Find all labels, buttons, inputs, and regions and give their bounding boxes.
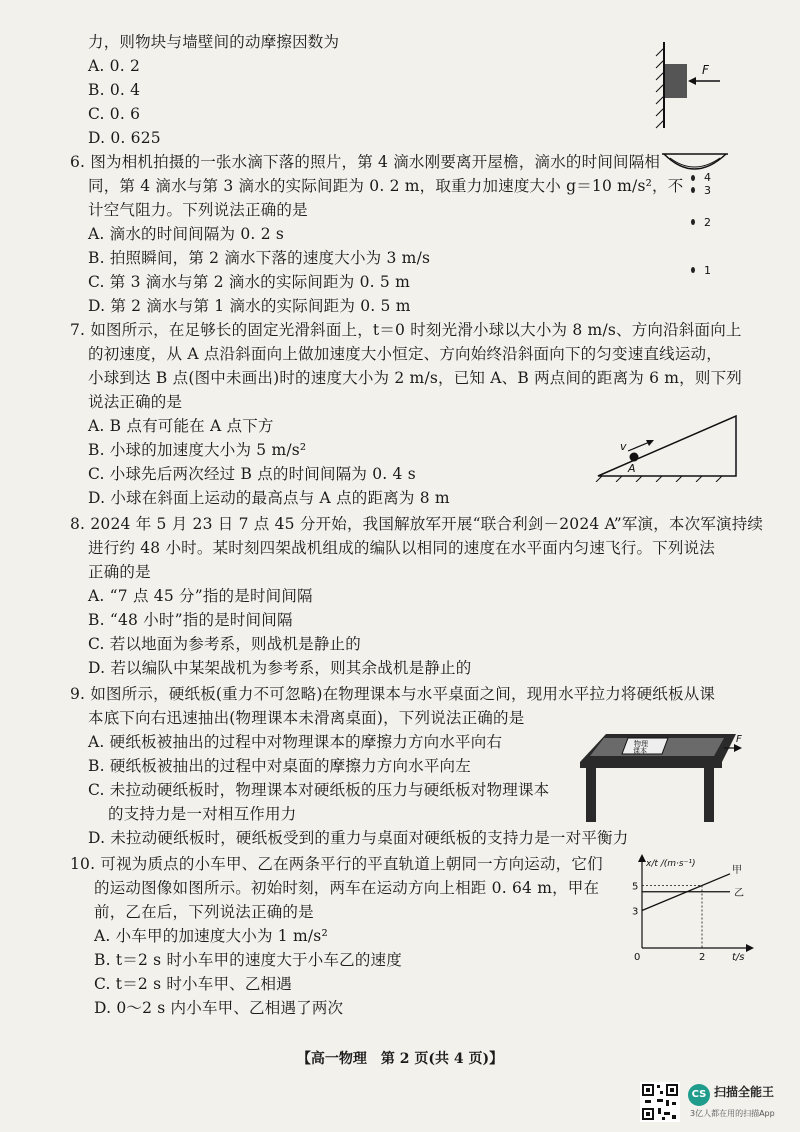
- q8-stem-3: 正确的是: [88, 563, 151, 581]
- q7-incline: [598, 416, 736, 476]
- q6-drop-3: [691, 187, 695, 193]
- q8-stem-2: 进行约 48 小时。某时刻四架战机组成的编队以相同的速度在水平面内匀速飞行。下列说法: [88, 539, 715, 557]
- q9-option-c-cont: 的支持力是一对相互作用力: [108, 805, 297, 823]
- q9-stem-1: 9. 如图所示，硬纸板(重力不可忽略)在物理课本与水平桌面之间，现用水平拉力将硬纸板从课: [70, 685, 716, 703]
- q5-wall-block-figure: [650, 40, 730, 130]
- q6-water-drops-figure: [660, 148, 732, 280]
- q5-option-d: D. 0. 625: [88, 129, 161, 147]
- q7-option-d: D. 小球在斜面上运动的最高点与 A 点的距离为 8 m: [88, 489, 450, 507]
- q6-drop-2: [691, 219, 695, 225]
- q10-y-tick-5: 5: [632, 881, 639, 893]
- q9-table-leg-left: [586, 768, 596, 822]
- q7-stem-4: 说法正确的是: [88, 393, 183, 411]
- q9-option-d: D. 未拉动硬纸板时，硬纸板受到的重力与桌面对硬纸板的支持力是一对平衡力: [88, 829, 629, 847]
- q6-option-d: D. 第 2 滴水与第 1 滴水的实际间距为 0. 5 m: [88, 297, 411, 315]
- q9-force-label: F: [736, 734, 742, 745]
- q7-point-a-label: A: [628, 462, 636, 475]
- q10-y-tick-3: 3: [632, 906, 639, 918]
- q5-option-a: A. 0. 2: [88, 57, 141, 75]
- q7-ball: [630, 453, 639, 462]
- q9-option-c: C. 未拉动硬纸板时，物理课本对硬纸板的压力与硬纸板对物理课本: [88, 781, 550, 799]
- q10-option-b: B. t＝2 s 时小车甲的速度大于小车乙的速度: [94, 951, 402, 969]
- q7-option-b: B. 小球的加速度大小为 5 m/s²: [88, 441, 307, 459]
- q6-drop-1: [691, 267, 695, 273]
- q6-drop-1-label: 1: [704, 264, 711, 277]
- q6-stem-3: 计空气阻力。下列说法正确的是: [88, 201, 308, 219]
- q8-stem-1: 8. 2024 年 5 月 23 日 7 点 45 分开始，我国解放军开展“联合利剑－2024 A”军演，本次军演持续: [70, 515, 764, 533]
- q7-option-c: C. 小球先后两次经过 B 点的时间间隔为 0. 4 s: [88, 465, 416, 483]
- svg-text:课本: 课本: [633, 747, 647, 755]
- q10-origin-label: 0: [634, 952, 641, 963]
- q10-option-a: A. 小车甲的加速度大小为 1 m/s²: [94, 927, 328, 945]
- q6-option-c: C. 第 3 滴水与第 2 滴水的实际间距为 0. 5 m: [88, 273, 411, 291]
- qr-code-icon: [640, 1082, 680, 1122]
- q9-stem-2: 本底下向右迅速抽出(物理课本未滑离桌面)，下列说法正确的是: [88, 709, 525, 727]
- q5-force-label: F: [702, 63, 709, 77]
- q6-drop-2-label: 2: [704, 216, 711, 229]
- q6-option-a: A. 滴水的时间间隔为 0. 2 s: [88, 225, 285, 243]
- q5-option-b: B. 0. 4: [88, 81, 141, 99]
- q6-drop-4: [691, 175, 695, 181]
- q10-stem-2: 的运动图像如图所示。初始时刻，两车在运动方向上相距 0. 64 m，甲在: [94, 879, 600, 897]
- q10-option-c: C. t＝2 s 时小车甲、乙相遇: [94, 975, 292, 993]
- q8-option-b: B. “48 小时”指的是时间间隔: [88, 611, 293, 629]
- q8-option-c: C. 若以地面为参考系，则战机是静止的: [88, 635, 361, 653]
- q5-block: [665, 64, 687, 98]
- q6-option-b: B. 拍照瞬间，第 2 滴水下落的速度大小为 3 m/s: [88, 249, 431, 267]
- q10-y-label: x/t /(m·s⁻¹): [646, 859, 696, 869]
- q7-stem-3: 小球到达 B 点(图中未画出)时的速度大小为 2 m/s，已知 A、B 两点间的距离为 6 m，则下列: [88, 369, 742, 387]
- q5-tail: 力，则物块与墙壁间的动摩擦因数为: [88, 33, 340, 51]
- q7-velocity-label: v: [620, 440, 627, 453]
- q9-table-leg-right: [704, 768, 714, 822]
- q10-x-label: t/s: [732, 952, 745, 963]
- q6-stem-2: 同，第 4 滴水与第 3 滴水的实际间距为 0. 2 m，取重力加速度大小 g＝10 m/s²，不: [88, 177, 684, 195]
- q7-stem-1: 7. 如图所示，在足够长的固定光滑斜面上，t＝0 时刻光滑小球以大小为 8 m/s、方向沿斜面向上: [70, 321, 742, 339]
- q8-option-a: A. “7 点 45 分”指的是时间间隔: [88, 587, 313, 605]
- q6-stem-1: 6. 图为相机拍摄的一张水滴下落的照片，第 4 滴水刚要离开屋檐，滴水的时间间隔相: [70, 153, 661, 171]
- camscanner-name: 扫描全能王: [714, 1085, 775, 1099]
- q10-x-tick-2: 2: [699, 952, 706, 963]
- q7-incline-figure: [592, 410, 742, 482]
- q9-table-figure: [576, 724, 746, 824]
- page-footer: 【高一物理 第 2 页(共 4 页)】: [296, 1051, 504, 1067]
- q10-graph: [620, 852, 760, 964]
- camscanner-logo: CS: [688, 1084, 710, 1106]
- q10-option-d: D. 0～2 s 内小车甲、乙相遇了两次: [94, 999, 344, 1017]
- q10-stem-1: 10. 可视为质点的小车甲、乙在两条平行的平直轨道上朝同一方向运动，它们: [70, 855, 603, 873]
- q10-series-jia-label: 甲: [732, 864, 742, 876]
- q6-drop-3-label: 3: [704, 184, 711, 197]
- q6-drop-4-label: 4: [704, 171, 711, 184]
- q8-option-d: D. 若以编队中某架战机为参考系，则其余战机是静止的: [88, 659, 472, 677]
- q9-book-label: 物理: [634, 740, 648, 748]
- q10-series-yi-label: 乙: [734, 887, 744, 899]
- q7-stem-2: 的初速度，从 A 点沿斜面向上做加速度大小恒定、方向始终沿斜面向下的匀变速直线运动，: [88, 345, 722, 363]
- camscanner-subtitle: 3亿人都在用的扫描App: [690, 1109, 775, 1118]
- q9-option-b: B. 硬纸板被抽出的过程中对桌面的摩擦力方向水平向左: [88, 757, 471, 775]
- q5-option-c: C. 0. 6: [88, 105, 141, 123]
- q7-option-a: A. B 点有可能在 A 点下方: [88, 417, 274, 435]
- q10-stem-3: 前，乙在后，下列说法正确的是: [94, 903, 314, 921]
- q9-option-a: A. 硬纸板被抽出的过程中对物理课本的摩擦力方向水平向右: [88, 733, 503, 751]
